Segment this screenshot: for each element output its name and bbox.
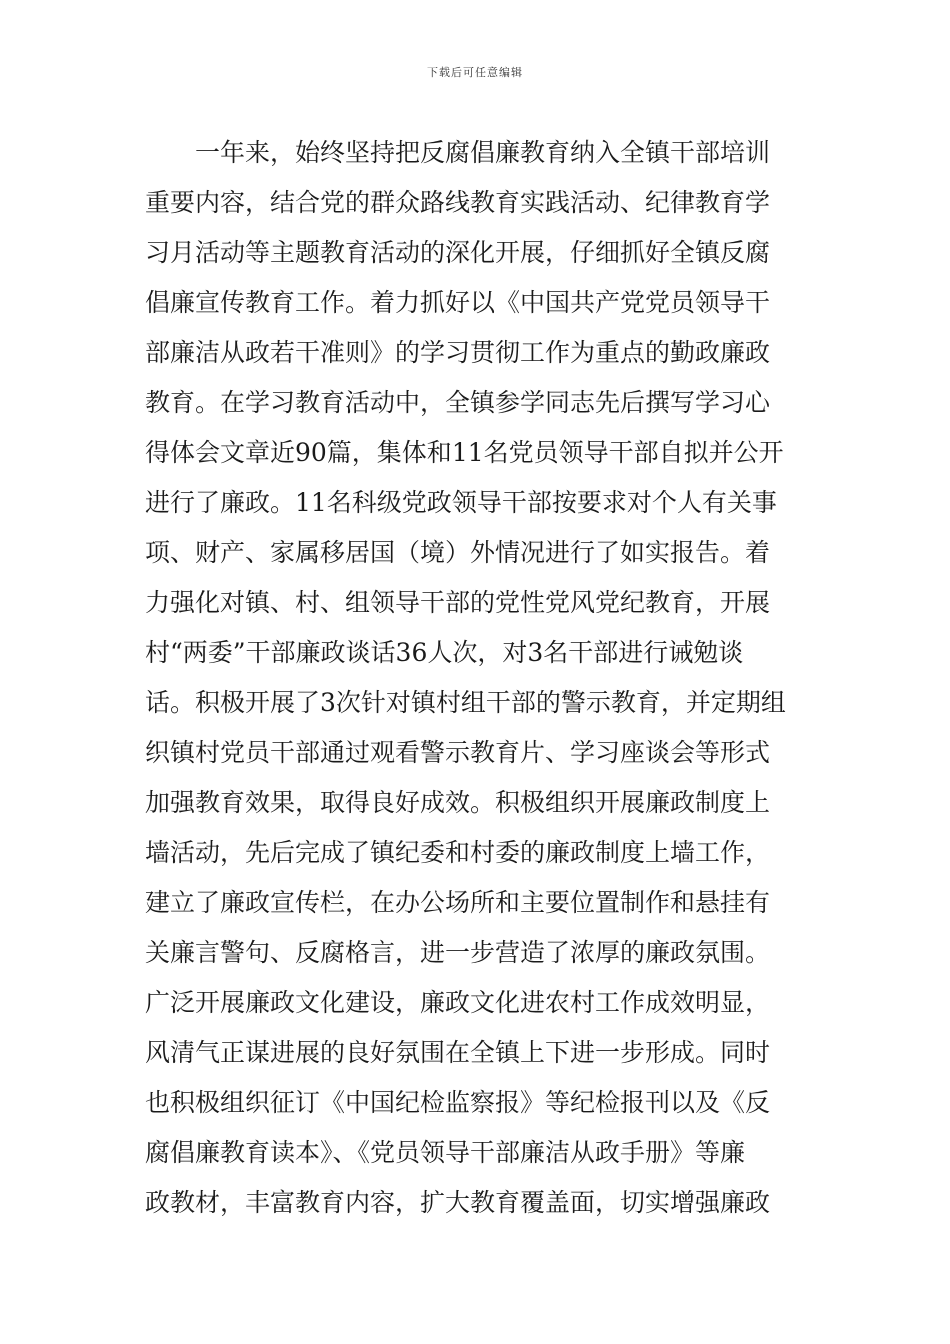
- text-line: 教育。在学习教育活动中，全镇参学同志先后撰写学习心: [145, 388, 771, 417]
- text-line: 加强教育效果，取得良好成效。积极组织开展廉政制度上: [145, 788, 771, 817]
- text-line: 进行了廉政。11名科级党政领导干部按要求对个人有关事: [145, 488, 777, 517]
- text-line: 墙活动，先后完成了镇纪委和村委的廉政制度上墙工作，: [145, 838, 771, 867]
- text-line: 腐倡廉教育读本》、《党员领导干部廉洁从政手册》等廉: [145, 1138, 746, 1167]
- text-line: 习月活动等主题教育活动的深化开展，仔细抓好全镇反腐: [145, 238, 771, 267]
- text-line: 项、财产、家属移居国（境）外情况进行了如实报告。着: [145, 538, 771, 567]
- text-line: 风清气正谋进展的良好氛围在全镇上下进一步形成。同时: [145, 1038, 771, 1067]
- text-line: 一年来，始终坚持把反腐倡廉教育纳入全镇干部培训: [195, 138, 771, 167]
- text-line: 村“两委”干部廉政谈话36人次，对3名干部进行诫勉谈: [145, 638, 744, 667]
- text-line: 得体会文章近90篇，集体和11名党员领导干部自拟并公开: [145, 438, 784, 467]
- text-line: 织镇村党员干部通过观看警示教育片、学习座谈会等形式: [145, 738, 771, 767]
- text-line: 话。积极开展了3次针对镇村组干部的警示教育，并定期组: [145, 688, 786, 717]
- text-line: 部廉洁从政若干准则》的学习贯彻工作为重点的勤政廉政: [145, 338, 771, 367]
- text-line: 倡廉宣传教育工作。着力抓好以《中国共产党党员领导干: [145, 288, 771, 317]
- text-line: 政教材，丰富教育内容，扩大教育覆盖面，切实增强廉政: [145, 1188, 771, 1217]
- header-note: 下载后可任意编辑: [427, 66, 523, 79]
- text-line: 广泛开展廉政文化建设，廉政文化进农村工作成效明显，: [145, 988, 771, 1017]
- text-line: 建立了廉政宣传栏，在办公场所和主要位置制作和悬挂有: [145, 888, 771, 917]
- text-line: 重要内容，结合党的群众路线教育实践活动、纪律教育学: [145, 188, 771, 217]
- body-paragraph: [145, 128, 805, 1228]
- text-line: 也积极组织征订《中国纪检监察报》等纪检报刊以及《反: [145, 1088, 771, 1117]
- text-line: 力强化对镇、村、组领导干部的党性党风党纪教育，开展: [145, 588, 771, 617]
- text-line: 关廉言警句、反腐格言，进一步营造了浓厚的廉政氛围。: [145, 938, 771, 967]
